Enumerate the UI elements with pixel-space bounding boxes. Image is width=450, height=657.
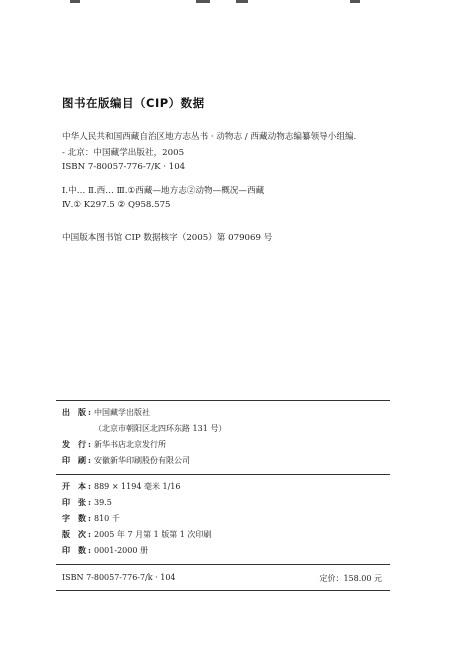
divider-rule-4 [56,590,390,591]
cip-record-line-4: Ⅰ.中… Ⅱ.西… Ⅲ.①西藏—地方志②动物—概况—西藏 [62,186,265,196]
printer-value: 安徽新华印刷股份有限公司 [94,456,190,465]
format-label: 开 本 [62,482,86,491]
cip-record-line-2: - 北京：中国藏学出版社，2005 [62,148,185,158]
distributor-label: 发 行 [62,440,86,449]
cip-record-line-5: Ⅳ.① K297.5 ② Q958.575 [62,200,171,210]
publisher-address-row [62,423,226,434]
distributor-value: 新华书店北京发行所 [94,440,166,449]
edition-label: 版 次 [62,530,86,539]
printer-label: 印 刷 [62,456,86,465]
top-edge-marks [0,0,450,6]
publisher-value: 中国藏学出版社 [94,408,150,417]
word-count-row: 字 数 : 810 千 [62,513,120,523]
sheets-value: 39.5 [94,498,112,507]
word-count-value: 810 千 [94,514,120,523]
cip-record-line-1: 中华人民共和国西藏自治区地方志丛书 · 动物志 / 西藏动物志编纂领导小组编. [62,132,357,142]
distributor-row: 发 行 : 新华书店北京发行所 [62,439,166,449]
footer-isbn: ISBN 7-80057-776-7/k · 104 [62,573,176,582]
divider-rule-1 [56,400,390,401]
divider-rule-2 [56,474,390,475]
edition-value: 2005 年 7 月第 1 版第 1 次印刷 [94,530,212,539]
printer-row: 印 刷 : 安徽新华印刷股份有限公司 [62,455,190,465]
print-run-value: 0001-2000 册 [94,546,148,555]
edition-row: 版 次 : 2005 年 7 月第 1 版第 1 次印刷 [62,529,212,539]
cip-record-line-3: ISBN 7-80057-776-7/K · 104 [62,162,186,172]
format-value: 889 × 1194 毫米 1/16 [94,482,181,491]
print-run-label: 印 数 [62,546,86,555]
format-row: 开 本 : 889 × 1194 毫米 1/16 [62,481,181,491]
divider-rule-3 [56,564,390,565]
print-run-row: 印 数 : 0001-2000 册 [62,545,148,555]
cip-title: 图书在版编目（CIP）数据 [62,96,205,110]
cip-verification-number: 中国版本图书馆 CIP 数据核字（2005）第 079069 号 [62,233,273,243]
publisher-label: 出 版 [62,408,86,417]
price: 定价：158.00 元 [319,574,382,583]
sheets-row: 印 张 : 39.5 [62,497,112,507]
word-count-label: 字 数 [62,514,86,523]
publisher-row: 出 版 : 中国藏学出版社 [62,407,150,417]
sheets-label: 印 张 [62,498,86,507]
publisher-address-value: （北京市朝阳区北四环东路 131 号） [94,424,227,433]
